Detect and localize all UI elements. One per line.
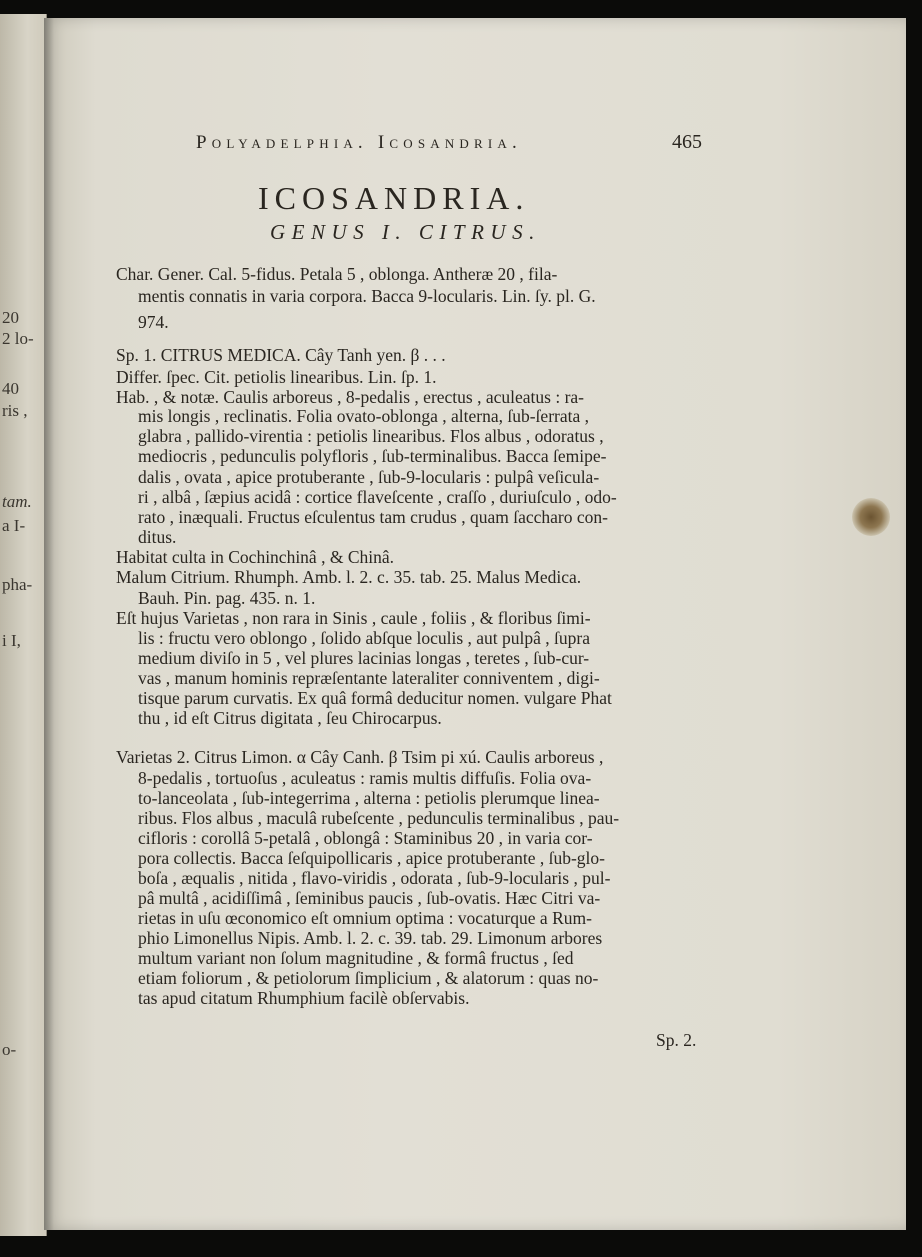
text-line: cifloris : corollâ 5-petalâ , oblongâ : Staminibus 20 , in varia cor- <box>138 828 593 848</box>
text-line: glabra , pallido-virentia : petiolis linearibus. Flos albus , odoratus , <box>138 426 604 446</box>
text-line: mentis connatis in varia corpora. Bacca 9-locularis. Lin. ſy. pl. G. <box>138 286 596 306</box>
text-line: dalis , ovata , apice protuberante , ſub-9-locularis : pulpâ veſicula- <box>138 467 600 487</box>
left-page-fragment: 40 <box>2 379 19 398</box>
left-page-edge <box>0 14 47 1236</box>
text-line: ditus. <box>138 527 177 547</box>
left-page-fragment: 2 lo- <box>2 329 34 348</box>
text-line: phio Limonellus Nipis. Amb. l. 2. c. 39. tab. 29. Limonum arbores <box>138 928 603 948</box>
text-line: 974. <box>138 312 169 332</box>
text-line: to-lanceolata , ſub-integerrima , alterna : petiolis plerumque linea- <box>138 788 600 808</box>
text-line: Differ. ſpec. Cit. petiolis linearibus. Lin. ſp. 1. <box>116 367 437 387</box>
running-head: Polyadelphia. Icosandria. <box>196 132 522 153</box>
left-page-fragment: a I- <box>2 516 26 535</box>
text-line: Varietas 2. Citrus Limon. α Cây Canh. β Tsim pi xú. Caulis arboreus , <box>116 747 604 767</box>
left-page-fragment: tam. <box>2 492 32 511</box>
text-line: pora collectis. Bacca ſeſquipollicaris , apice protuberante , ſub-glo- <box>138 848 605 868</box>
left-page-fragment: ris , <box>2 401 28 420</box>
text-line: thu , id eſt Citrus digitata , ſeu Chirocarpus. <box>138 708 442 728</box>
text-line: vas , manum hominis repræſentante lateraliter conniventem , digi- <box>138 668 600 688</box>
text-line: ribus. Flos albus , maculâ rubeſcente , pedunculis terminalibus , pau- <box>138 808 620 828</box>
text-line: Hab. , & notæ. Caulis arboreus , 8-pedalis , erectus , aculeatus : ra- <box>116 387 584 407</box>
text-line: Eſt hujus Varietas , non rara in Sinis , caule , foliis , & floribus ſimi- <box>116 608 591 628</box>
text-line: Habitat culta in Cochinchinâ , & Chinâ. <box>116 547 394 567</box>
text-line: rietas in uſu œconomico eſt omnium optima : vocaturque a Rum- <box>138 908 592 928</box>
text-line: tisque parum curvatis. Ex quâ formâ deducitur nomen. vulgare Phat <box>138 688 612 708</box>
text-line: rato , inæquali. Fructus eſculentus tam crudus , quam ſaccharo con- <box>138 507 608 527</box>
text-line: lis : fructu vero oblongo , ſolido abſque loculis , aut pulpâ , ſupra <box>138 628 591 648</box>
catchword: Sp. 2. <box>656 1030 697 1050</box>
text-line: mis longis , reclinatis. Folia ovato-oblonga , alterna, ſub-ſerrata , <box>138 406 589 426</box>
text-line: multum variant non ſolum magnitudine , & formâ fructus , ſed <box>138 948 574 968</box>
left-page-fragment: 20 <box>2 308 19 327</box>
text-line: ri , albâ , ſæpius acidâ : cortice flaveſcente , craſſo , duriuſculo , odo- <box>138 487 617 507</box>
left-page-fragment: i I, <box>2 631 21 650</box>
left-page-fragment: o- <box>2 1040 17 1059</box>
text-line: pâ multâ , acidiſſimâ , ſeminibus paucis , ſub-ovatis. Hæc Citri va- <box>138 888 601 908</box>
text-line: tas apud citatum Rhumphium facilè obſervabis. <box>138 988 470 1008</box>
page-number: 465 <box>672 131 702 153</box>
text-line: Char. Gener. Cal. 5-fidus. Petala 5 , oblonga. Antheræ 20 , fila- <box>116 264 558 284</box>
text-line: Malum Citrium. Rhumph. Amb. l. 2. c. 35. tab. 25. Malus Medica. <box>116 567 582 587</box>
text-line: boſa , æqualis , nitida , flavo-viridis , odorata , ſub-9-locularis , pul- <box>138 868 611 888</box>
text-line: 8-pedalis , tortuoſus , aculeatus : ramis multis diffuſis. Folia ova- <box>138 768 592 788</box>
left-page-fragment: pha- <box>2 575 33 594</box>
page-gutter-shadow <box>44 18 54 1230</box>
text-line: Bauh. Pin. pag. 435. n. 1. <box>138 588 316 608</box>
paper-stain <box>852 498 890 536</box>
section-heading: ICOSANDRIA. <box>258 180 530 216</box>
text-line: etiam foliorum , & petiolorum ſimplicium , & alatorum : quas no- <box>138 968 599 988</box>
text-line: mediocris , pedunculis polyfloris , ſub-terminalibus. Bacca ſemipe- <box>138 446 607 466</box>
text-line: Sp. 1. CITRUS MEDICA. Cây Tanh yen. β . . . <box>116 345 446 365</box>
genus-title: GENUS I. CITRUS. <box>270 220 541 244</box>
text-line: medium diviſo in 5 , vel plures lacinias longas , teretes , ſub-cur- <box>138 648 590 668</box>
